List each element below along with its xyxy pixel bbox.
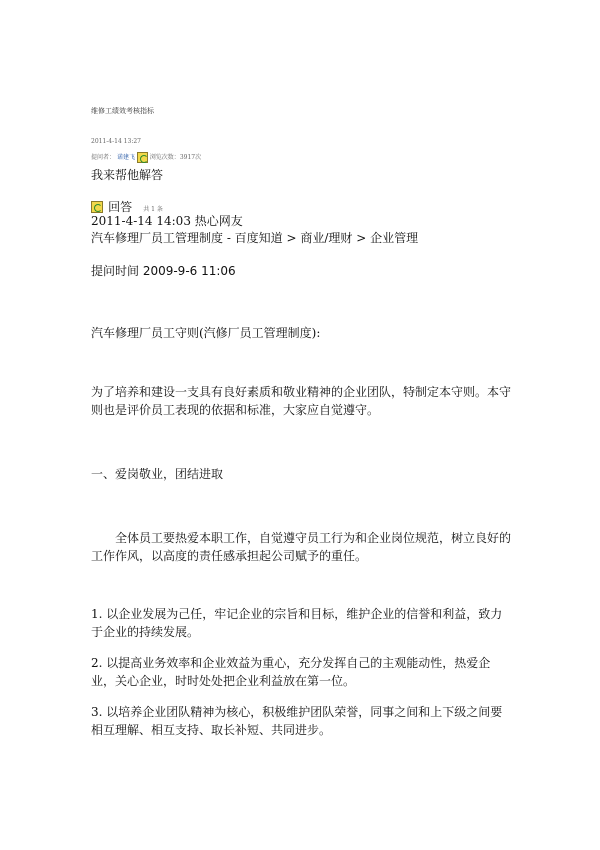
- answer-source: 汽车修理厂员工管理制度 - 百度知道 > 商业/理财 > 企业管理: [91, 231, 419, 245]
- asker-label: 提问者：: [91, 154, 116, 161]
- asked-time: 提问时间 2009-9-6 11:06: [91, 264, 236, 278]
- section-1-body: 全体员工要热爱本职工作，自觉遵守员工行为和企业岗位规范，树立良好的工作作风，以高度的责任感承担起公司赋予的重任。: [91, 531, 512, 563]
- list-item-3: 3. 以培养企业团队精神为核心，积极维护团队荣誉，同事之间和上下级之间要相互理解、相互支持、取长补短、共同进步。: [91, 705, 503, 737]
- list-item-1: 1. 以企业发展为己任，牢记企业的宗旨和目标，维护企业的信誉和利益，致力于企业的持续发展。: [91, 607, 503, 639]
- list-item-2: 2. 以提高业务效率和企业效益为重心，充分发挥自己的主观能动性，热爱企业，关心企业，时时处处把企业利益放在第一位。: [91, 656, 491, 688]
- help-answer-link[interactable]: 我来帮他解答: [91, 168, 164, 182]
- post-date: 2011-4-14 13:27: [91, 138, 141, 145]
- doc-heading: 汽车修理厂员工守则(汽修厂员工管理制度):: [91, 326, 321, 340]
- intro-paragraph: 为了培养和建设一支具有良好素质和敬业精神的企业团队，特制定本守则。本守则也是评价员工表现的依据和标准，大家应自觉遵守。: [91, 385, 512, 417]
- views-unit: 次: [195, 154, 202, 161]
- answer-icon: [91, 201, 103, 213]
- meta-row: [91, 152, 201, 163]
- asker-name[interactable]: 诺建飞: [116, 154, 135, 161]
- views-count: 3917: [179, 154, 196, 161]
- views-label: 浏览次数：: [149, 154, 180, 161]
- answer-label: 回答: [108, 200, 133, 214]
- doc-title: 维修工绩效考核指标: [91, 107, 154, 115]
- badge-icon: [137, 152, 148, 163]
- answer-count: 共 1 条: [143, 206, 163, 213]
- section-heading-1: 一、爱岗敬业，团结进取: [91, 467, 224, 481]
- answer-meta: 2011-4-14 14:03 热心网友: [91, 214, 243, 228]
